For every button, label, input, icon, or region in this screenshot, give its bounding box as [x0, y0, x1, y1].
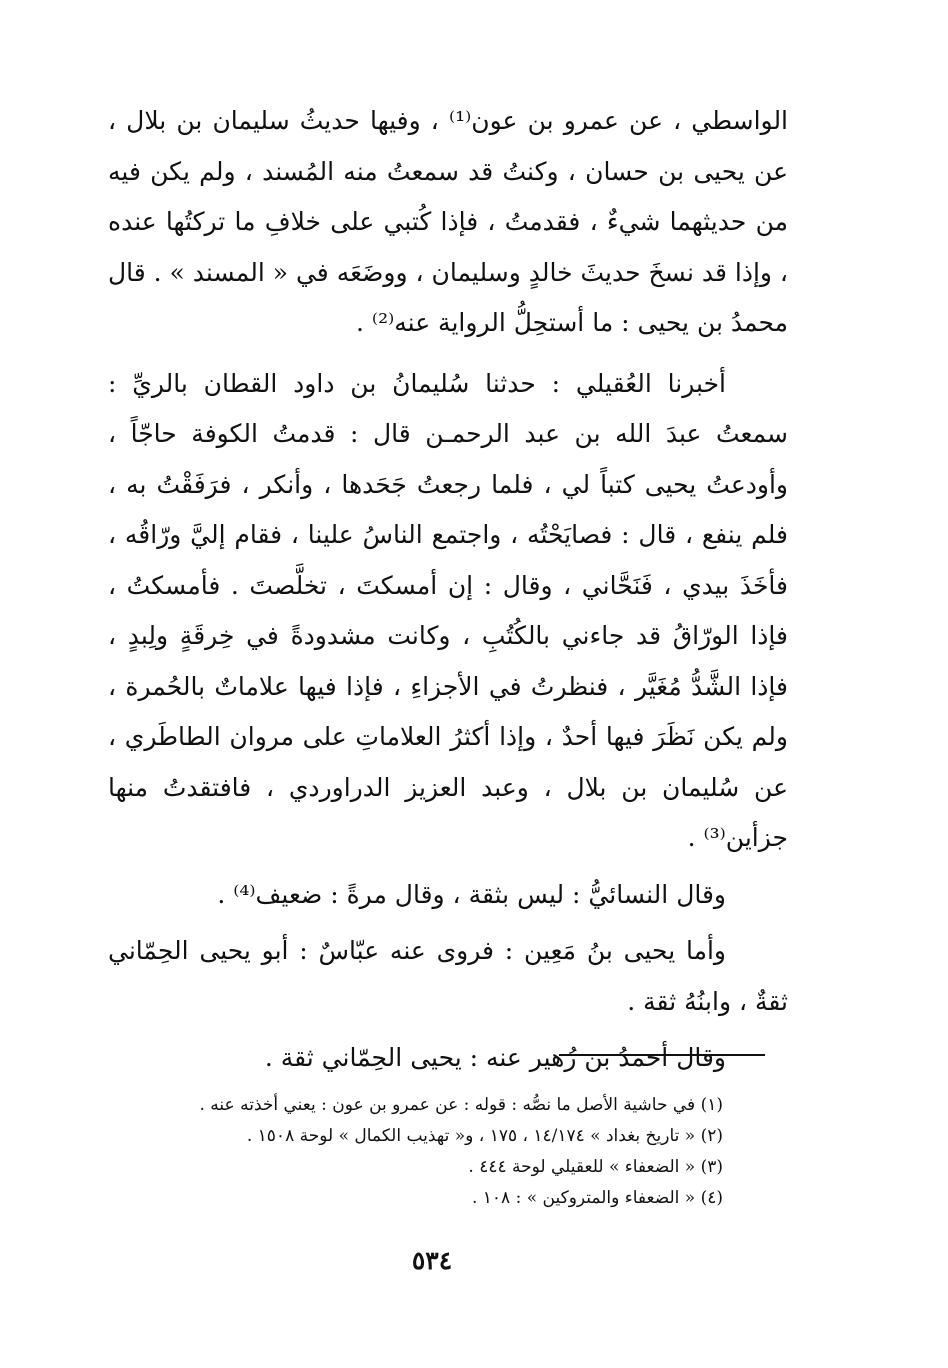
footnote-3: (٣) « الضعفاء » للعقيلي لوحة ٤٤٤ . — [468, 1157, 723, 1177]
paragraph-4: وأما يحيى بنُ مَعِين : فروى عنه عبّاسٌ : أبو يحيى الحِمّاني ثقةٌ ، وابنُهُ ثقة . — [108, 936, 788, 1016]
main-text — [108, 96, 788, 1084]
footnotes — [140, 1090, 723, 1214]
paragraph-1: الواسطي ، عن عمرو بن عون⁽¹⁾ ، وفيها حديثُ سليمان بن بلال ، عن يحيى بن حسان ، وكنتُ قد سمعتُ منه المُسند ، ولم يكن فيه من حديثهما شيءٌ ، فقدمتُ ، فإذا كُتبي على خلافِ ما تركتُها عنده ، وإذا قد نسخَ حديثَ خالدٍ وسليمان ، ووضَعَه في « المسند » . قال محمدُ بن يحيى : ما أستحِلُّ الرواية عنه⁽²⁾ . — [107, 106, 789, 337]
footnote-4: (٤) « الضعفاء والمتروكين » : ١٠٨ . — [471, 1188, 723, 1208]
footnote-2: (٢) « تاريخ بغداد » ١٤/١٧٤ ، ١٧٥ ، و« تهذيب الكمال » لوحة ١٥٠٨ . — [246, 1126, 723, 1146]
paragraph-2: أخبرنا العُقيلي : حدثنا سُليمانُ بن داود القطان بالريِّ : سمعتُ عبدَ الله بن عبد الرحمـن قال : قدمتُ الكوفة حاجّاً ، وأودعتُ يحيى كتباً لي ، فلما رجعتُ جَحَدها ، وأنكر ، فرَفَقْتُ به ، فلم ينفع ، قال : فصايَحْتُه ، واجتمع الناسُ علينا ، فقام إليَّ ورّاقُه ، فأخَذَ بيدي ، فَنَحَّاني ، وقال : إن أمسكتَ ، تخلَّصتَ . فأمسكتُ ، فإذا الورّاقُ قد جاءني بالكُتُبِ ، وكانت مشدودةً في خِرقَةٍ ولِبدٍ ، فإذا الشَّدُّ مُغَيَّر ، فنظرتُ في الأجزاءِ ، فإذا فيها علاماتٌ بالحُمرة ، ولم يكن نَظَرَ فيها أحدٌ ، وإذا أكثرُ العلاماتِ على مروان الطاطَري ، عن سُليمان بن بلال ، وعبد العزيز الدراوردي ، فافتقدتُ منها جزأين⁽³⁾ . — [108, 368, 788, 852]
page-number: ٥٣٤ — [411, 1246, 453, 1275]
paragraph-5: وقال أحمدُ بن زُهير عنه : يحيى الحِمّاني ثقة . — [264, 1043, 726, 1072]
paragraph-3: وقال النسائيُّ : ليس بثقة ، وقال مرةً : ضعيف⁽⁴⁾ . — [217, 879, 726, 909]
footnote-divider — [559, 1054, 765, 1056]
footnote-1: (١) في حاشية الأصل ما نصُّه : قوله : عن عمرو بن عون : يعني أخذته عنه . — [199, 1095, 723, 1115]
